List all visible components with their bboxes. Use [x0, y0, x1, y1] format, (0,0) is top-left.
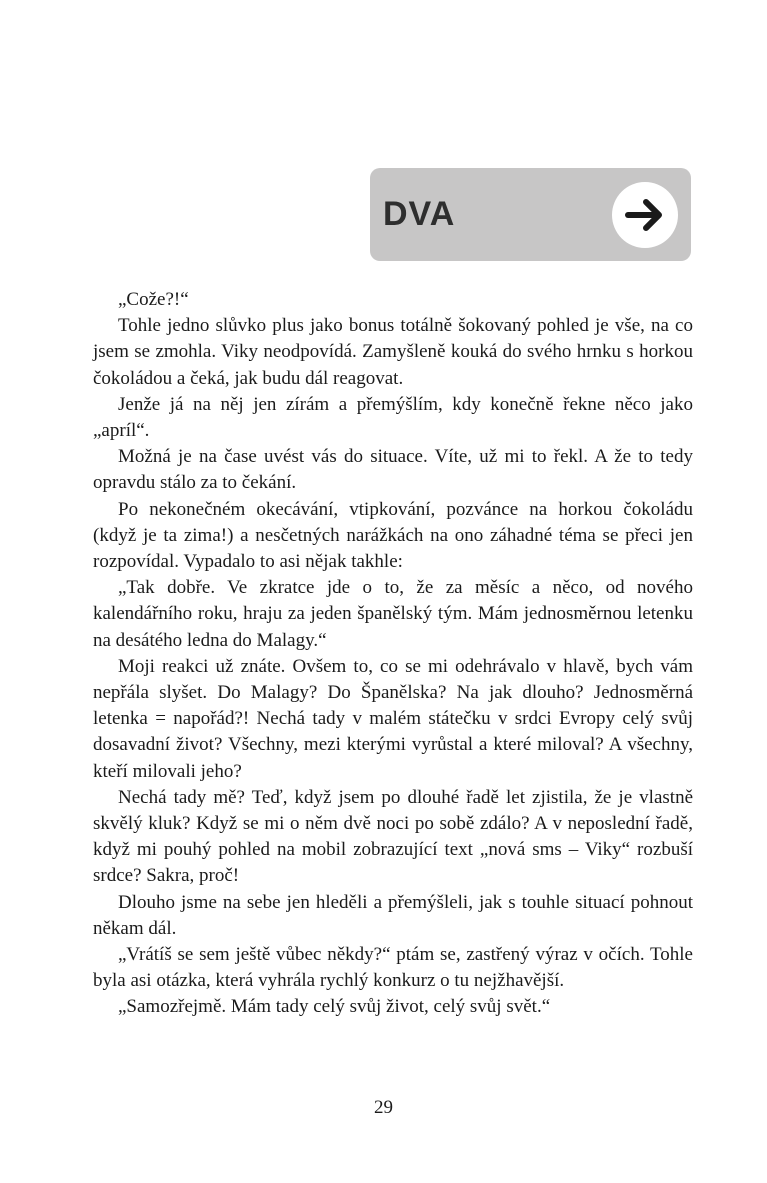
page-number: 29: [374, 1097, 393, 1118]
paragraph: Nechá tady mě? Teď, když jsem po dlouhé řadě let zjistila, že je vlastně skvělý kluk? Když se mi o něm dvě noci po sobě zdálo? A v neposlední řadě, když mi pouhý pohled na mobil zobrazující text „nová sms – Viky“ rozbuší srdce? Sakra, proč!: [93, 786, 693, 887]
paragraph: Moji reakci už znáte. Ovšem to, co se mi odehrávalo v hlavě, bych vám nepřála slyšet. Do Malagy? Do Španělska? Na jak dlouho? Jednosměrná letenka = napořád?! Nechá tady v malém státečku v srdci Evropy celý svůj dosavadní život? Všechny, mezi kterými vyrůstal a které miloval? A všechny, kteří milovali jeho?: [93, 655, 693, 782]
paragraph: Jenže já na něj jen zírám a přemýšlím, kdy konečně řekne něco jako „apríl“.: [93, 393, 693, 442]
paragraph: Po nekonečném okecávání, vtipkování, pozvánce na horkou čokoládu (když je ta zima!) a nesčetných narážkách na ono záhadné téma se přeci jen rozpovídal. Vypadalo to asi nějak takhle:: [93, 498, 693, 573]
paragraph: Dlouho jsme na sebe jen hleděli a přemýšleli, jak s touhle situací pohnout někam dál.: [93, 891, 693, 939]
chapter-banner: [370, 168, 691, 261]
paragraph: „Cože?!“: [118, 289, 189, 310]
paragraph: „Vrátíš se sem ještě vůbec někdy?“ ptám se, zastřený výraz v očích. Tohle byla asi otázka, která vyhrála rychlý konkurz o tu nejžhavější.: [93, 944, 693, 992]
paragraph: Možná je na čase uvést vás do situace. Víte, už mi to řekl. A že to tedy opravdu stálo za to čekání.: [93, 446, 693, 494]
paragraph: „Tak dobře. Ve zkratce jde o to, že za měsíc a něco, od nového kalendářního roku, hraju za jeden španělský tým. Mám jednosměrnou letenku na desátého ledna do Malagy.“: [93, 577, 693, 651]
right-arrow-icon: [612, 182, 678, 248]
body-text: [93, 287, 693, 1021]
paragraph: „Samozřejmě. Mám tady celý svůj život, celý svůj svět.“: [118, 996, 551, 1018]
paragraph: Tohle jedno slůvko plus jako bonus totálně šokovaný pohled je vše, na co jsem se zmohla. Viky neodpovídá. Zamyšleně kouká do svého hrnku s horkou čokoládou a čeká, jak budu dál reagovat.: [93, 315, 693, 389]
chapter-title: DVA: [383, 195, 456, 233]
